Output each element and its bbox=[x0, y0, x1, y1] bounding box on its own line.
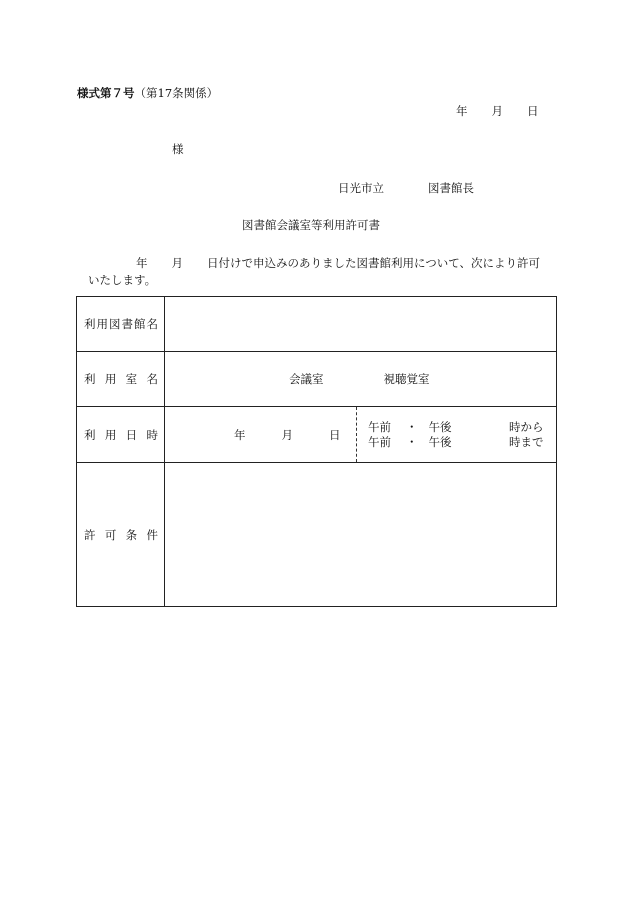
form-header bbox=[77, 86, 218, 100]
body-month: 月 bbox=[171, 256, 183, 270]
label-char: 利 bbox=[84, 372, 96, 386]
addressee-honorific: 様 bbox=[172, 142, 184, 156]
pm-option[interactable]: 午後 bbox=[428, 435, 452, 449]
table-row-library bbox=[77, 297, 557, 352]
date-day: 日 bbox=[527, 104, 539, 118]
date-line bbox=[456, 104, 539, 118]
value-conditions[interactable] bbox=[165, 463, 557, 607]
label-char: 許 bbox=[84, 527, 96, 542]
time-until-label: 時まで bbox=[509, 435, 544, 449]
date-year: 年 bbox=[456, 104, 468, 118]
label-char: 可 bbox=[104, 527, 117, 542]
label-char: 条 bbox=[125, 527, 138, 542]
table-row-conditions bbox=[77, 463, 557, 607]
label-char: 件 bbox=[146, 527, 158, 542]
table-row-datetime bbox=[77, 407, 557, 463]
issuer-title: 図書館長 bbox=[428, 181, 474, 195]
form-relation: （第17条関係） bbox=[134, 86, 219, 100]
date-month: 月 bbox=[491, 104, 503, 118]
value-datetime[interactable] bbox=[165, 407, 557, 463]
body-line-2: いたします。 bbox=[88, 273, 157, 287]
document-title: 図書館会議室等利用許可書 bbox=[242, 218, 380, 232]
room-option-meeting[interactable]: 会議室 bbox=[289, 372, 324, 386]
label-char: 名 bbox=[146, 372, 158, 386]
label-char: 用 bbox=[104, 427, 117, 442]
label-room-name bbox=[77, 352, 165, 407]
label-char: 名 bbox=[146, 317, 158, 331]
separator-dot: ・ bbox=[406, 435, 418, 449]
room-option-av[interactable]: 視聴覚室 bbox=[383, 372, 430, 386]
body-line-1 bbox=[136, 256, 540, 270]
label-char: 利 bbox=[84, 317, 96, 331]
label-char: 図 bbox=[109, 317, 121, 331]
time-start-line bbox=[368, 420, 452, 434]
date-time-divider bbox=[356, 407, 357, 462]
label-char: 室 bbox=[125, 372, 138, 386]
pm-option[interactable]: 午後 bbox=[428, 420, 452, 434]
body-rest: 日付けで申込みのありました図書館利用について、次により許可 bbox=[207, 256, 541, 270]
time-from-label: 時から bbox=[509, 420, 544, 434]
issuer-line bbox=[338, 181, 474, 195]
label-conditions bbox=[77, 463, 165, 607]
separator-dot: ・ bbox=[406, 420, 418, 434]
permit-table bbox=[76, 296, 557, 607]
am-option[interactable]: 午前 bbox=[368, 435, 391, 449]
form-number: 様式第７号 bbox=[77, 86, 135, 100]
label-char: 時 bbox=[146, 427, 158, 442]
body-year: 年 bbox=[136, 256, 148, 270]
label-char: 書 bbox=[121, 317, 133, 331]
label-char: 用 bbox=[96, 317, 108, 331]
label-datetime bbox=[77, 407, 165, 463]
label-char: 館 bbox=[134, 317, 146, 331]
time-end-line bbox=[368, 435, 452, 449]
value-room-name[interactable] bbox=[165, 352, 557, 407]
table-row-room bbox=[77, 352, 557, 407]
usage-year: 年 bbox=[234, 428, 246, 442]
usage-month: 月 bbox=[281, 428, 293, 442]
usage-date bbox=[234, 428, 341, 442]
usage-day: 日 bbox=[329, 428, 341, 442]
value-library-name[interactable] bbox=[165, 297, 557, 352]
label-char: 利 bbox=[84, 427, 96, 442]
label-char: 日 bbox=[125, 427, 138, 442]
am-option[interactable]: 午前 bbox=[368, 420, 391, 434]
label-library-name bbox=[77, 297, 165, 352]
issuer-city: 日光市立 bbox=[338, 181, 384, 195]
label-char: 用 bbox=[104, 372, 117, 386]
